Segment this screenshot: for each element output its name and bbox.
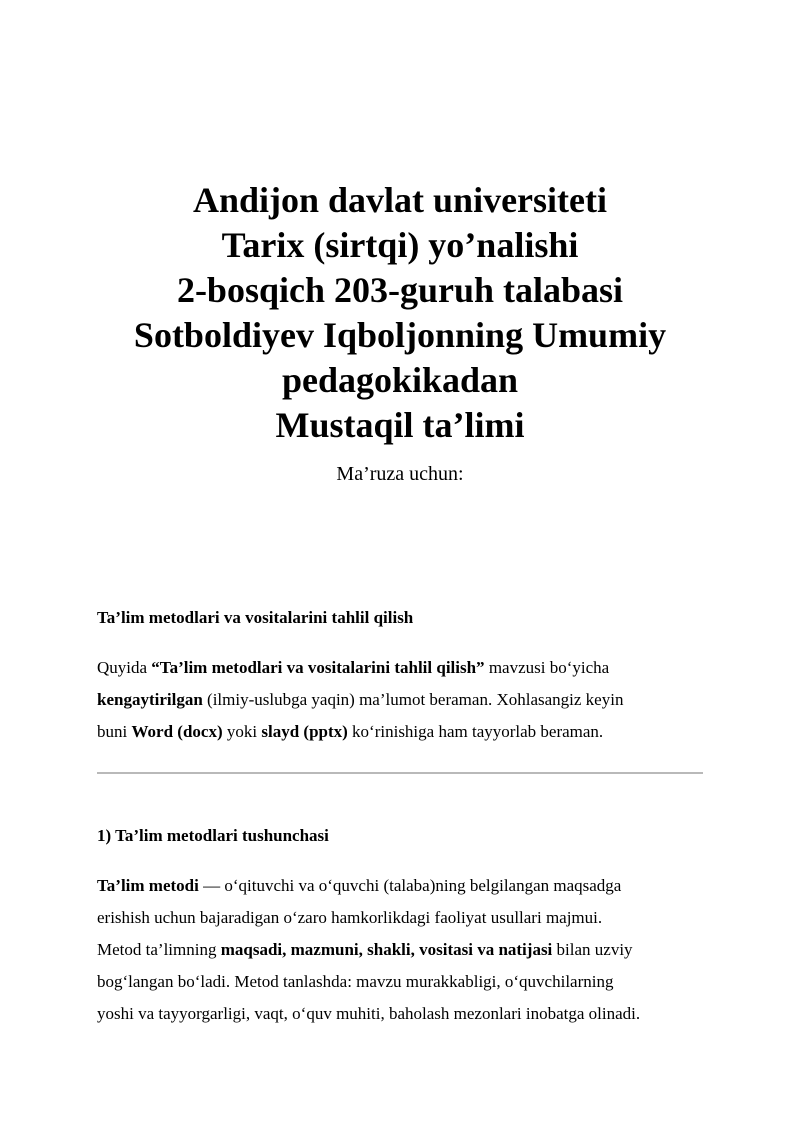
paragraph-line: Ta’lim metodi — o‘qituvchi va o‘quvchi (talaba)ning belgilangan maqsadga — [97, 876, 622, 895]
paragraph-line: kengaytirilgan (ilmiy-uslubga yaqin) ma’lumot beraman. Xohlasangiz keyin — [97, 690, 624, 709]
paragraph-line: Metod ta’limning maqsadi, mazmuni, shakli, vositasi va natijasi bilan uzviy — [97, 940, 633, 959]
title-line: Andijon davlat universiteti — [192, 180, 608, 220]
document-title — [0, 178, 800, 448]
intro-paragraph — [97, 652, 717, 748]
paragraph-line: bog‘langan bo‘ladi. Metod tanlashda: mavzu murakkabligi, o‘quvchilarning — [97, 972, 614, 991]
paragraph-line: Quyida “Ta’lim metodlari va vositalarini tahlil qilish” mavzusi bo‘yicha — [97, 658, 610, 677]
section1-paragraph — [97, 870, 717, 1030]
horizontal-divider — [97, 772, 703, 774]
title-line: pedagokikadan — [281, 360, 519, 400]
paragraph-line: yoshi va tayyorgarligi, vaqt, o‘quv muhiti, baholash mezonlari inobatga olinadi. — [97, 1004, 641, 1023]
title-line: Sotboldiyev Iqboljonning Umumiy — [133, 315, 667, 355]
title-line: Tarix (sirtqi) yo’nalishi — [221, 225, 579, 265]
section-heading: Ta’lim metodlari va vositalarini tahlil qilish — [97, 608, 414, 627]
section1-heading: 1) Ta’lim metodlari tushunchasi — [97, 826, 329, 845]
document-subtitle: Ma’ruza uchun: — [336, 463, 464, 485]
paragraph-line: erishish uchun bajaradigan o‘zaro hamkorlikdagi faoliyat usullari majmui. — [97, 908, 603, 927]
title-line: Mustaqil ta’limi — [275, 405, 525, 445]
paragraph-line: buni Word (docx) yoki slayd (pptx) ko‘rinishiga ham tayyorlab beraman. — [97, 722, 604, 741]
title-line: 2-bosqich 203-guruh talabasi — [176, 270, 624, 310]
